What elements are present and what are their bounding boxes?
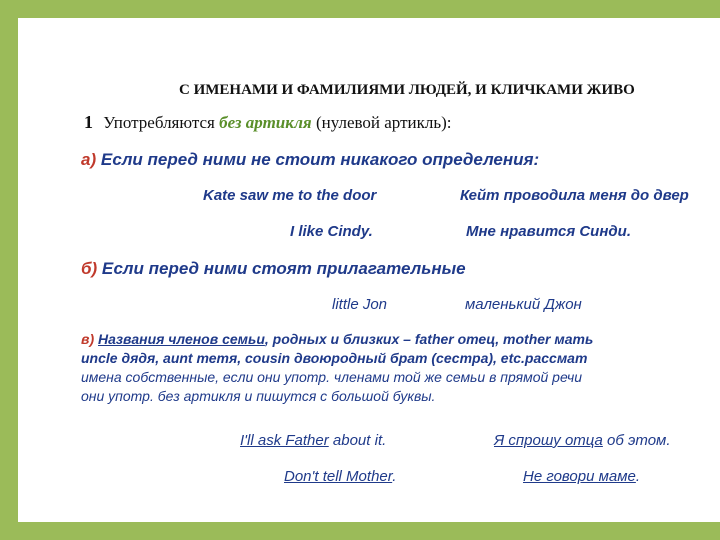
section-c-line1-rest: , родных и близких – father отец, mother мать — [264, 331, 594, 347]
rule-highlight: без артикля — [219, 113, 312, 132]
rule-text-after: (нулевой артикль): — [315, 113, 452, 132]
section-b-text: Если перед ними стоят прилагательные — [101, 259, 466, 278]
section-b-letter: б) — [81, 259, 98, 278]
section-c-paragraph — [81, 330, 720, 406]
example-c2-en-rest: . — [392, 468, 397, 485]
section-a-text: Если перед ними не стоит никакого определения: — [100, 150, 540, 169]
section-a-letter: а) — [81, 150, 97, 169]
example-a1-ru: Кейт проводила меня до двер — [460, 187, 689, 204]
example-c2-en-underlined: Don't tell Mother — [284, 468, 393, 485]
example-c1-ru — [494, 432, 671, 449]
example-c1-ru-underlined: Я спрошу отца — [494, 432, 603, 449]
example-c1-en — [240, 432, 386, 449]
example-c1-en-rest: about it. — [328, 432, 387, 449]
section-b-heading — [81, 259, 466, 279]
example-c1-ru-rest: об этом. — [602, 432, 671, 449]
rule-number: 1 — [84, 112, 93, 132]
section-c-line-3: имена собственные, если они употр. членами той же семьи в прямой речи — [81, 369, 582, 385]
example-a1-en: Kate saw me to the door — [203, 187, 377, 204]
section-c-line-2: uncle дядя, aunt тетя, cousin двоюродный брат (сестра), etc.рассмат — [81, 350, 588, 366]
example-b1-ru: маленький Джон — [465, 296, 582, 313]
section-c-lead: Названия членов семьи — [98, 331, 265, 347]
section-c-line-4: они употр. без артикля и пишутся с большой буквы. — [81, 388, 436, 404]
slide — [18, 18, 720, 522]
section-c-line-1 — [81, 330, 720, 349]
section-c-letter: в) — [81, 331, 95, 347]
rule-text-before: Употребляются — [103, 113, 215, 132]
slide-title: С ИМЕНАМИ И ФАМИЛИЯМИ ЛЮДЕЙ, И КЛИЧКАМИ ЖИВО — [179, 82, 635, 98]
example-c2-ru — [523, 468, 640, 485]
example-a2-en: I like Cindy. — [290, 223, 373, 240]
example-c2-en — [284, 468, 396, 485]
rule-1 — [84, 112, 451, 133]
example-a2-ru: Мне нравится Синди. — [466, 223, 631, 240]
example-c2-ru-underlined: Не говори маме — [523, 468, 636, 485]
example-c2-ru-rest: . — [635, 468, 641, 485]
section-a-heading — [81, 150, 539, 170]
example-b1-en: little Jon — [332, 296, 388, 313]
example-c1-en-underlined: I'll ask Father — [240, 432, 329, 449]
